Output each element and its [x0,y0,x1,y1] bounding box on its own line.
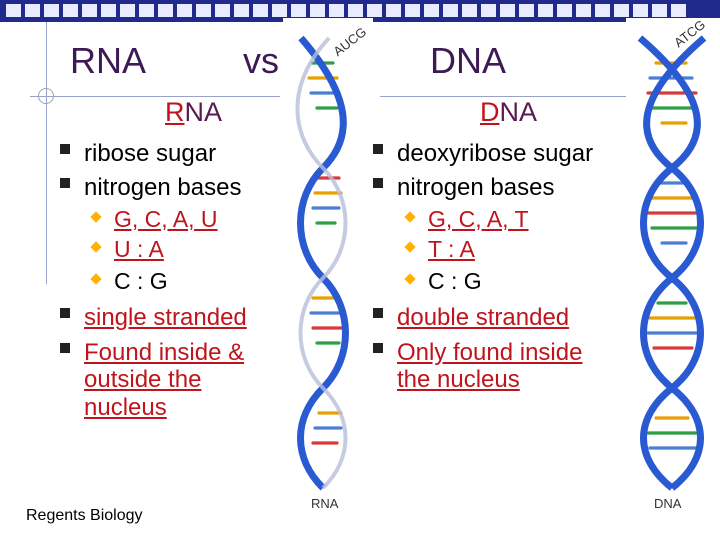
rna-helix-top-label: AUCG [330,24,370,59]
dna-heading-rest: NA [499,97,538,127]
square-bullet-icon [60,343,70,353]
guide-line-vertical [46,22,47,284]
diamond-bullet-icon [404,273,415,284]
square-bullet-icon [60,308,70,318]
dna-location-continued: the nucleus [397,366,520,393]
diamond-bullet-icon [404,211,415,222]
square-bullet-icon [373,178,383,188]
diamond-bullet-icon [404,241,415,252]
dna-helix-bottom-label: DNA [654,496,682,511]
dna-heading-first-letter: D [480,97,500,127]
rna-helix-panel [283,18,373,518]
crosshair-icon [38,88,54,104]
title-vs: vs [243,40,279,81]
title-rna: RNA [70,40,147,81]
rna-helix-bottom-label: RNA [311,496,339,511]
guide-line-horizontal [30,96,280,97]
slide: RNA vs DNA AUCG RNA ATCG DNA RNA ribose sugar nitrogen bases G, C, A, U U : A C : G single stranded Found inside & outside the nucleus DNA deoxyribose sugar nitrogen bases G, C, A, T T : A C : G double stranded Only found inside the nucleus Regents Biology [0,0,720,540]
diamond-bullet-icon [90,241,101,252]
dna-column-heading [480,97,537,128]
diamond-bullet-icon [90,273,101,284]
decorative-squares [6,4,686,17]
rna-column-heading [165,97,222,128]
square-bullet-icon [60,178,70,188]
square-bullet-icon [373,308,383,318]
rna-location-continued: outside the nucleus [84,366,202,421]
rna-helix-image [283,18,373,518]
dna-helix-top-label: ATCG [671,16,709,51]
rna-heading-rest: NA [184,97,223,127]
square-bullet-icon [373,343,383,353]
dna-helix-panel [626,18,720,518]
title-dna: DNA [430,40,507,81]
diamond-bullet-icon [90,211,101,222]
footer-text: Regents Biology [26,507,143,524]
square-bullet-icon [373,144,383,154]
dna-helix-image [626,18,720,518]
rna-heading-first-letter: R [165,97,185,127]
square-bullet-icon [60,144,70,154]
